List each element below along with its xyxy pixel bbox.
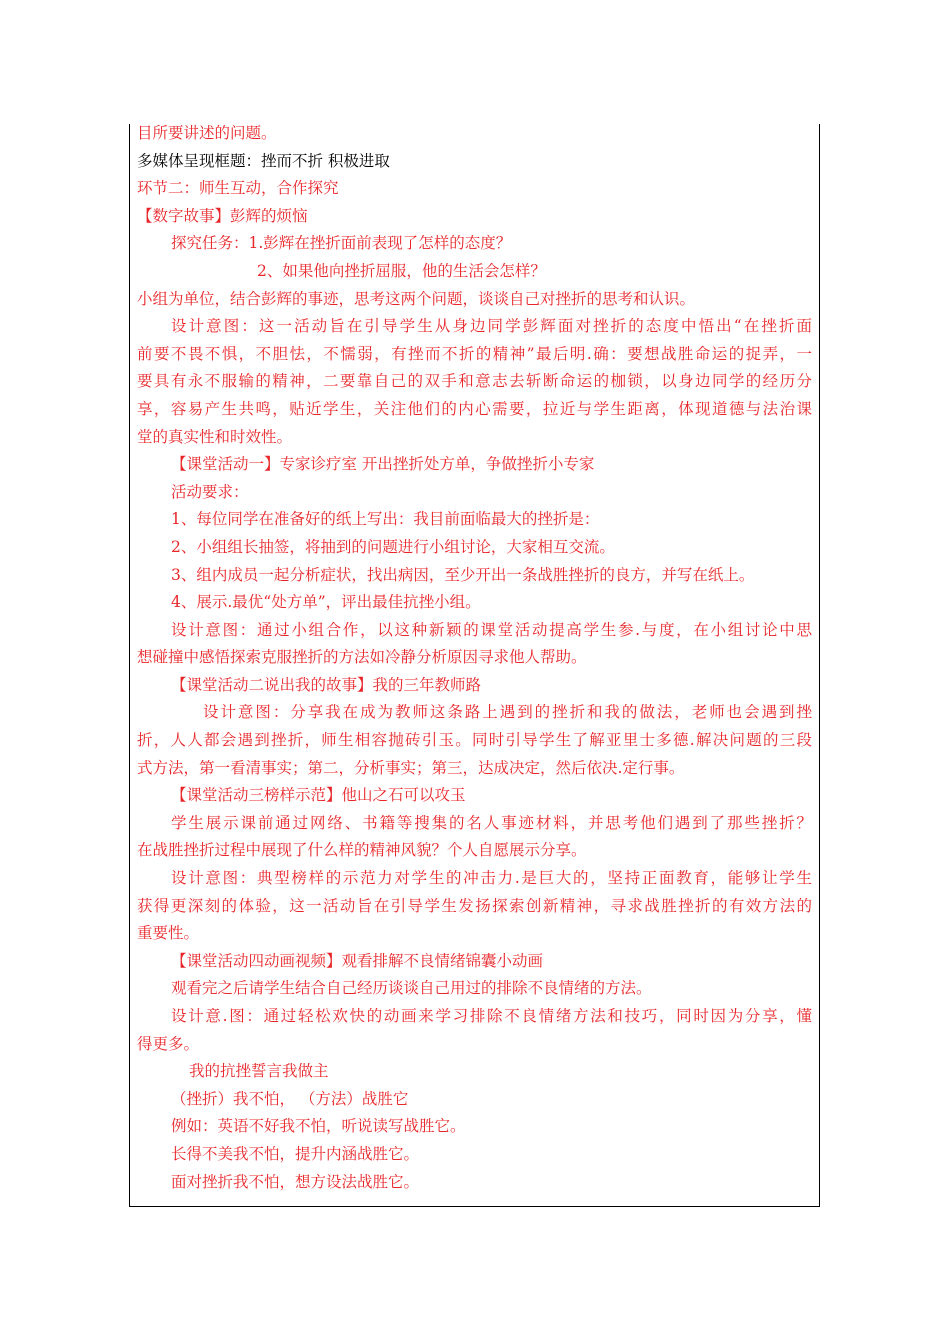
section-heading: 环节二：师生互动，合作探究 — [137, 179, 339, 198]
text-line: 目所要讲述的问题。 — [137, 124, 277, 142]
activity-heading: 【数字故事】彭辉的烦恼 — [137, 206, 308, 225]
text-line: 得更多。 — [137, 1034, 200, 1053]
activity-heading: 【课堂活动一】专家诊疗室 开出挫折处方单，争做挫折小专家 — [171, 455, 595, 474]
list-item: 1、每位同学在准备好的纸上写出：我目前面临最大的挫折是： — [171, 510, 600, 529]
text-line: 长得不美我不怕，提升内涵战胜它。 — [171, 1144, 420, 1163]
text-line: （挫折）我不怕， （方法）战胜它 — [171, 1089, 409, 1108]
text-line: 多媒体呈现框题：挫而不折 积极进取 — [137, 151, 390, 170]
activity-heading: 【课堂活动四动画视频】观看排解不良情绪锦囊小动画 — [171, 951, 544, 970]
text-line: 前要不畏不惧，不胆怯，不懦弱，有挫而不折的精神”最后明.确：要想战胜命运的捉弄，一 — [137, 344, 812, 363]
text-line: 在战胜挫折过程中展现了什么样的精神风貌？个人自愿展示分享。 — [137, 841, 587, 860]
activity-heading: 【课堂活动三榜样示范】他山之石可以攻玉 — [171, 786, 466, 805]
text-line: 活动要求： — [171, 482, 249, 501]
text-line: 享，容易产生共鸣，贴近学生，关注他们的内心需要，拉近与学生距离，体现道德与法治课 — [137, 399, 812, 418]
text-line: 设计意图：通过小组合作，以这种新颖的课堂活动提高学生参.与度，在小组讨论中思 — [171, 620, 812, 639]
text-line: 设计意图：这一活动旨在引导学生从身边同学彭辉面对挫折的态度中悟出“在挫折面 — [171, 317, 812, 336]
text-line: 观看完之后请学生结合自己经历谈谈自己用过的排除不良情绪的方法。 — [171, 979, 652, 998]
text-line: 堂的真实性和时效性。 — [137, 427, 293, 446]
activity-heading: 【课堂活动二说出我的故事】我的三年教师路 — [171, 675, 482, 694]
text-line: 我的抗挫誓言我做主 — [189, 1062, 329, 1081]
text-line: 设计意.图：通过轻松欢快的动画来学习排除不良情绪方法和技巧，同时因为分享，懂 — [171, 1007, 812, 1025]
list-item: 3、组内成员一起分析症状，找出病因，至少开出一条战胜挫折的良方，并写在纸上。 — [171, 565, 755, 584]
text-line: 小组为单位，结合彭辉的事迹，思考这两个问题，谈谈自己对挫折的思考和认识。 — [137, 289, 696, 308]
list-item: 4、展示.最优“处方单”，评出最佳抗挫小组。 — [171, 593, 481, 612]
text-line: 例如：英语不好我不怕，听说读写战胜它。 — [171, 1117, 466, 1136]
text-line: 设计意图：典型榜样的示范力对学生的冲击力.是巨大的，坚持正面教育，能够让学生 — [171, 869, 812, 888]
text-line: 重要性。 — [137, 924, 200, 943]
text-line: 设计意图：分享我在成为教师这条路上遇到的挫折和我的做法，老师也会遇到挫 — [203, 703, 812, 722]
text-line: 2、如果他向挫折屈服，他的生活会怎样？ — [257, 261, 546, 280]
text-line: 面对挫折我不怕，想方设法战胜它。 — [171, 1172, 420, 1191]
text-line: 式方法，第一看清事实；第二，分析事实；第三，达成决定，然后依决.定行事。 — [137, 758, 685, 777]
lesson-plan-content — [137, 120, 812, 1196]
text-line: 学生展示课前通过网络、书籍等搜集的名人事迹材料，并思考他们遇到了那些挫折？ — [171, 813, 812, 832]
text-line: 探究任务：1.彭辉在挫折面前表现了怎样的态度？ — [171, 234, 512, 253]
text-line: 想碰撞中感悟探索克服挫折的方法如冷静分析原因寻求他人帮助。 — [137, 648, 587, 667]
text-line: 折，人人都会遇到挫折，师生相容抛砖引玉。同时引导学生了解亚里士多德.解决问题的三段 — [137, 731, 812, 750]
list-item: 2、小组组长抽签，将抽到的问题进行小组讨论，大家相互交流。 — [171, 537, 615, 556]
text-line: 获得更深刻的体验，这一活动旨在引导学生发扬探索创新精神，寻求战胜挫折的有效方法的 — [137, 896, 812, 915]
text-line: 要具有永不服输的精神，二要靠自己的双手和意志去斩断命运的枷锁，以身边同学的经历分 — [137, 372, 812, 391]
